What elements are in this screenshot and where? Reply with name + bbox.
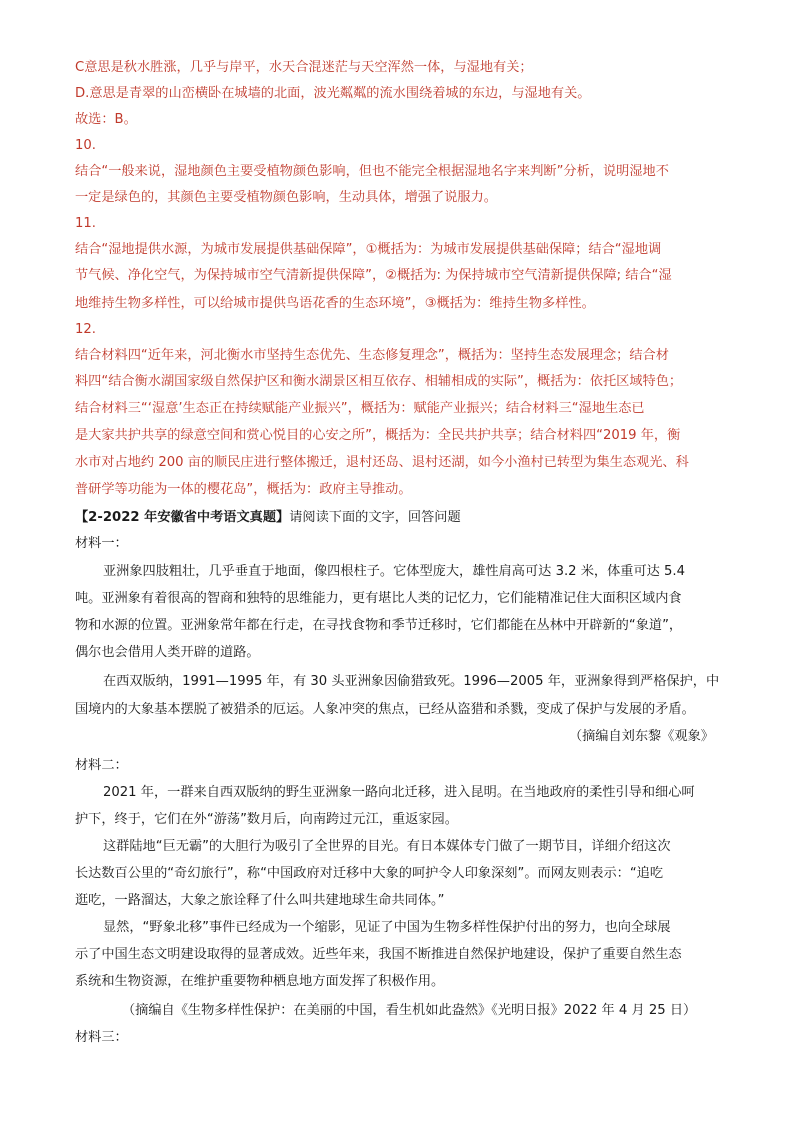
question-12-answer-line: 是大家共护共享的绿意空间和赏心悦目的心安之所”，概括为：全民共护共享；结合材料四“2019 年，衡: [75, 428, 681, 443]
material-3-label: 材料三：: [75, 1030, 128, 1045]
material-2-label: 材料二：: [75, 758, 128, 773]
material-2-text-line: 护下，终于，它们在外“游荡”数月后，向南跨过元江，重返家园。: [75, 812, 458, 827]
answer-line-d: D.意思是青翠的山峦横卧在城墙的北面，波光粼粼的流水围绕着城的东边，与湿地有关。: [75, 86, 591, 101]
question-12-answer-line: 结合材料三“‘湿意’生态正在持续赋能产业振兴”，概括为：赋能产业振兴；结合材料三“湿地生态已: [75, 401, 645, 416]
question-11-number: 11.: [75, 216, 96, 231]
question-11-answer-line: 地维持生物多样性，可以给城市提供鸟语花香的生态环境”，③概括为：维持生物多样性。: [75, 296, 595, 311]
section-header-instruction: 请阅读下面的文字，回答问题: [289, 510, 461, 525]
material-2-text-line: 这群陆地“巨无霸”的大胆行为吸引了全世界的目光。有日本媒体专门做了一期节目，详细介绍这次: [103, 839, 671, 854]
material-1-source: （摘编自刘东黎《观象》: [568, 729, 714, 744]
section-header-title: 【2-2022 年安徽省中考语文真题】: [75, 510, 290, 525]
section-header: [75, 508, 725, 528]
material-2-text-line: 长达数百公里的“奇幻旅行”，称“中国政府对迁移中大象的呵护令人印象深刻”。而网友则表示：“追吃: [75, 866, 664, 881]
material-2-text-line: 系统和生物资源，在维护重要物种栖息地方面发挥了积极作用。: [75, 974, 445, 989]
question-12-answer-line: 水市对占地约 200 亩的顺民庄进行整体搬迁，退村还岛、退村还湖，如今小渔村已转型为集生态观光、科: [75, 455, 689, 470]
question-10-answer-line: 一定是绿色的，其颜色主要受植物颜色影响，生动具体，增强了说服力。: [75, 190, 497, 205]
material-2-text-line: 示了中国生态文明建设取得的显著成效。近些年来，我国不断推进自然保护地建设，保护了重要自然生态: [75, 947, 682, 962]
material-1-text-line: 物和水源的位置。亚洲象常年都在行走，在寻找食物和季节迁移时，它们都能在丛林中开辟新的“象道”，: [75, 618, 683, 633]
question-11-answer-line: 节气候、净化空气，为保持城市空气清新提供保障”，②概括为: 为保持城市空气清新提供保障; 结合“湿: [75, 268, 672, 283]
material-1-text-line: 在西双版纳，1991—1995 年，有 30 头亚洲象因偷猎致死。1996—2005 年，亚洲象得到严格保护，中: [103, 674, 720, 689]
material-2-text-line: 显然，“野象北移”事件已经成为一个缩影，见证了中国为生物多样性保护付出的努力，也向全球展: [103, 920, 671, 935]
material-1-text-line: 国境内的大象基本摆脱了被猎杀的厄运。人象冲突的焦点，已经从盗猎和杀戮，变成了保护与发展的矛盾。: [75, 702, 695, 717]
question-10-number: 10.: [75, 138, 96, 153]
question-12-answer-line: 料四“结合衡水湖国家级自然保护区和衡水湖景区相互依存、相辅相成的实际”，概括为：依托区域特色；: [75, 374, 683, 389]
question-12-answer-line: 普研学等功能为一体的樱花岛”，概括为：政府主导推动。: [75, 482, 412, 497]
material-1-label: 材料一：: [75, 536, 128, 551]
question-11-answer-line: 结合“湿地提供水源，为城市发展提供基础保障”，①概括为：为城市发展提供基础保障；结合“湿地调: [75, 242, 662, 257]
question-10-answer-line: 结合“一般来说，湿地颜色主要受植物颜色影响，但也不能完全根据湿地名字来判断”分析，说明湿地不: [75, 164, 669, 179]
material-2-text-line: 逛吃，一路溜达，大象之旅诠释了什么叫共建地球生命共同体。”: [75, 893, 445, 908]
material-2-text-line: 2021 年，一群来自西双版纳的野生亚洲象一路向北迁移，进入昆明。在当地政府的柔性引导和细心呵: [103, 785, 695, 800]
material-1-text-line: 吨。亚洲象有着很高的智商和独特的思维能力，更有堪比人类的记忆力，它们能精准记住大面积区域内食: [75, 591, 682, 606]
answer-choice: 故选：B。: [75, 112, 137, 127]
material-1-text-line: 偶尔也会借用人类开辟的道路。: [75, 645, 260, 660]
material-2-source: （摘编自《生物多样性保护：在美丽的中国，看生机如此盎然》《光明日报》2022 年 4 月 25 日）: [122, 1003, 697, 1018]
material-1-text-line: 亚洲象四肢粗壮，几乎垂直于地面，像四根柱子。它体型庞大，雄性肩高可达 3.2 米，体重可达 5.4: [103, 564, 686, 579]
answer-line-c: C意思是秋水胜涨，几乎与岸平，水天合混迷茫与天空浑然一体，与湿地有关；: [75, 60, 533, 75]
question-12-answer-line: 结合材料四“近年来，河北衡水市坚持生态优先、生态修复理念”，概括为：坚持生态发展理念；结合材: [75, 348, 669, 363]
question-12-number: 12.: [75, 322, 96, 337]
